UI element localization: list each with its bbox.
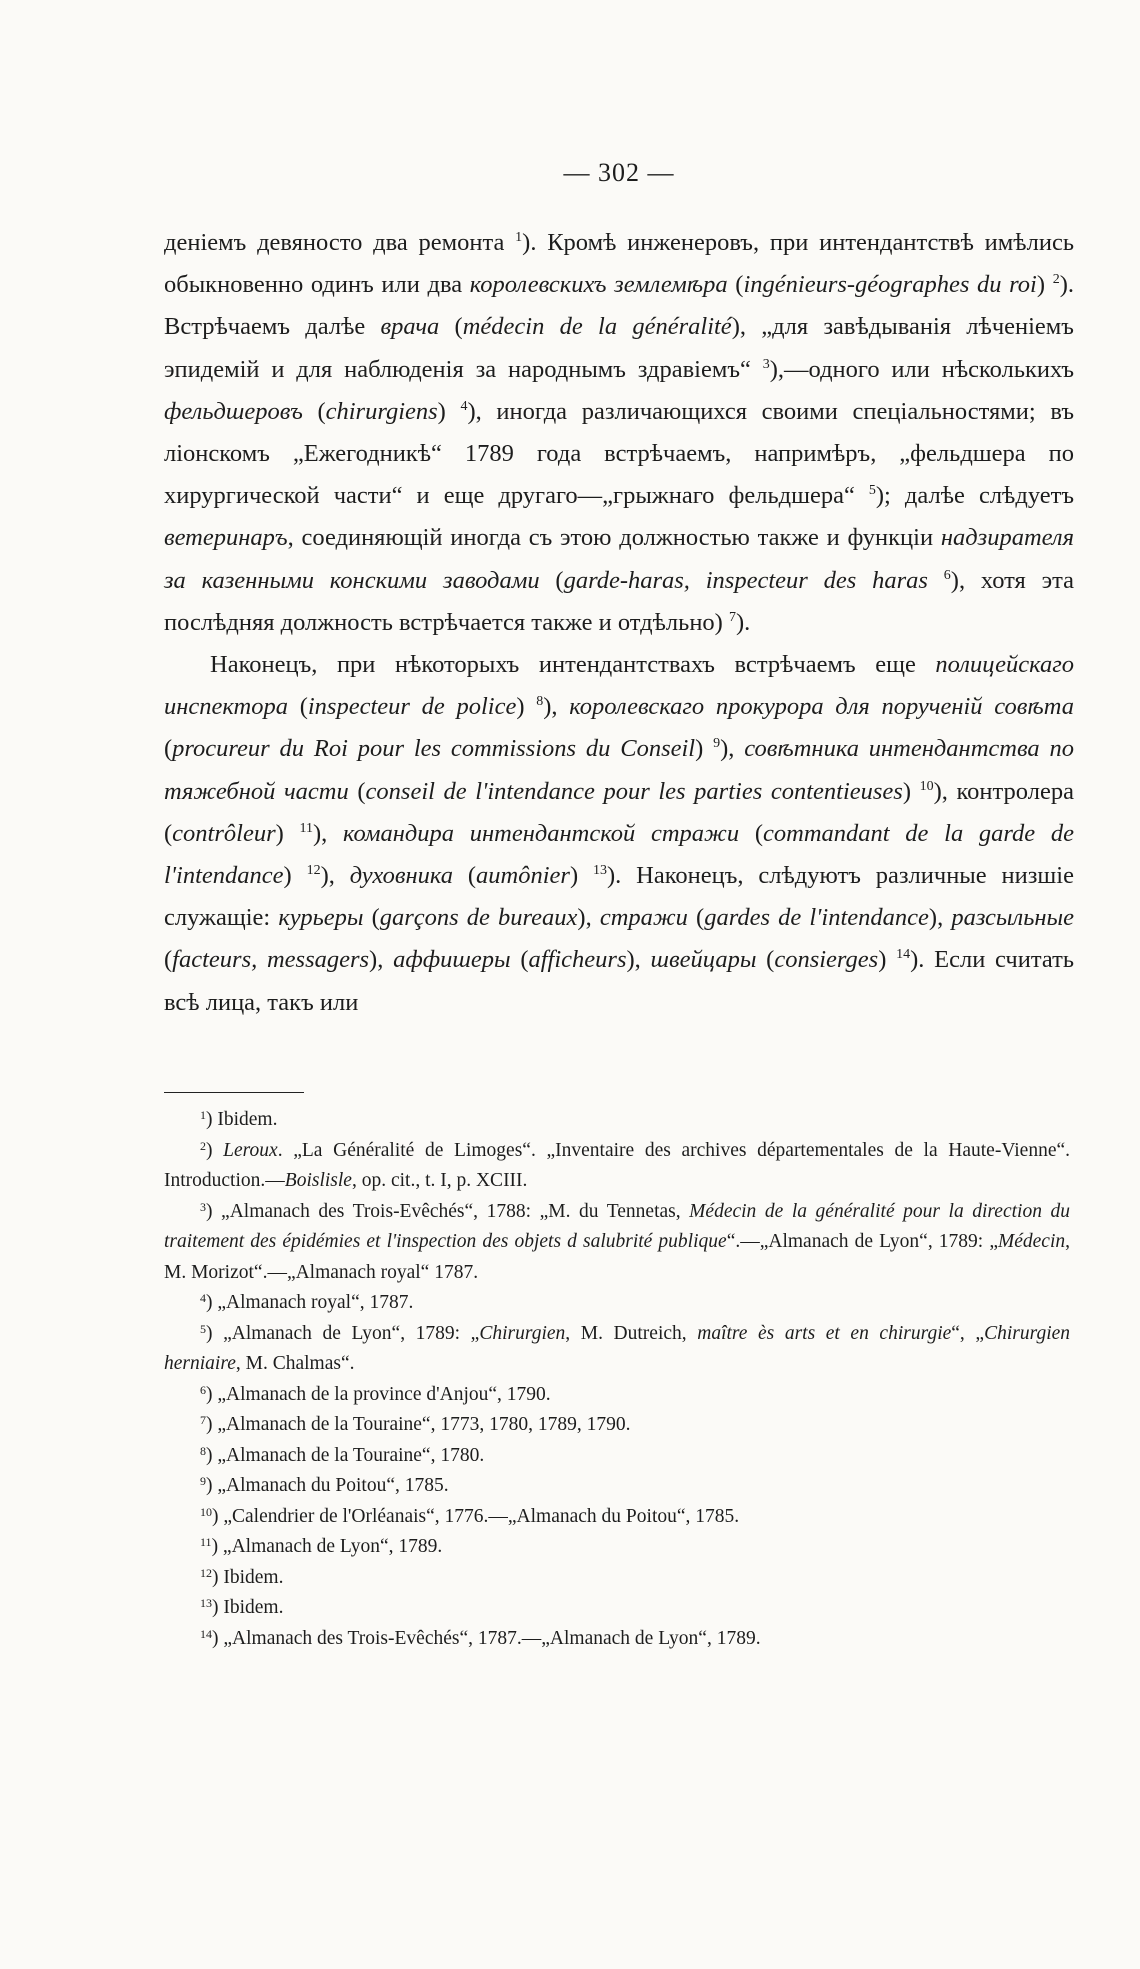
- footnote-reference: 5: [868, 483, 876, 499]
- book-page: [164, 0, 1074, 1969]
- text-run: ) „Almanach royal“, 1787.: [206, 1292, 414, 1313]
- italic-text: conseil de l'intendance pour les parties contentieuses: [365, 777, 903, 805]
- italic-text: aumônier: [476, 862, 570, 890]
- text-run: ): [569, 862, 593, 890]
- footnote-number: 12: [200, 1565, 212, 1580]
- text-run: ) Ibidem.: [212, 1566, 284, 1588]
- body-paragraph-2: [164, 644, 1074, 1024]
- text-run: (: [739, 819, 763, 847]
- italic-text: Boislisle: [284, 1170, 352, 1191]
- text-run: ). Встрѣчаемъ далѣе: [164, 271, 1074, 341]
- text-run: (: [539, 566, 564, 594]
- italic-text: Chirurgien herniaire: [164, 1322, 1071, 1374]
- footnote-6: [164, 1380, 1070, 1411]
- footnote-number: 8: [200, 1443, 206, 1458]
- text-run: ) Ibidem.: [212, 1597, 284, 1618]
- text-run: ): [902, 777, 920, 805]
- text-run: (: [439, 313, 463, 341]
- text-run: ). Кромѣ инженеровъ, при интендантствѣ имѣлись обыкновенно одинъ или два: [164, 229, 1074, 299]
- text-run: ),: [312, 819, 343, 847]
- text-run: ), иногда различающихся своими спеціальностями; въ ліонскомъ „Ежегодникѣ“ 1789 года встрѣчаемъ, напримѣръ, „фельдшера по хирургической части“ и еще другаго—„грыжнаго фельдшера“: [164, 397, 1074, 510]
- footnote-13: [164, 1593, 1070, 1624]
- text-run: ): [437, 397, 461, 425]
- text-run: ) Ibidem.: [206, 1109, 278, 1130]
- text-run: ),: [543, 693, 570, 721]
- italic-text: Médecin: [997, 1231, 1066, 1252]
- italic-text: consierges: [774, 946, 879, 974]
- footnote-number: 14: [200, 1626, 212, 1641]
- text-run: . „La Généralité de Limoges“. „Inventaire des archives départementales de la Haute-Vienne“. Introduction.—: [164, 1139, 1071, 1191]
- text-run: ): [878, 946, 897, 974]
- text-run: ) „Almanach du Poitou“, 1785.: [206, 1475, 449, 1496]
- footnote-number: 6: [200, 1382, 206, 1397]
- footnote-number: 2: [200, 1138, 206, 1153]
- text-run: (: [348, 777, 366, 805]
- italic-text: фельдшеровъ: [164, 397, 303, 425]
- text-run: (: [727, 271, 744, 299]
- text-run: ) „Calendrier de l'Orléanais“, 1776.—„Almanach du Poitou“, 1785.: [212, 1505, 740, 1527]
- italic-text: garçons de bureaux: [379, 904, 578, 932]
- italic-text: королевскихъ землемѣра: [469, 271, 728, 299]
- italic-text: врача: [380, 313, 440, 341]
- italic-text: ветеринаръ: [164, 524, 288, 552]
- text-run: (: [164, 735, 173, 763]
- text-run: (: [287, 693, 308, 721]
- footnote-9: [164, 1471, 1070, 1502]
- footnote-8: [164, 1441, 1070, 1472]
- text-run: ).: [735, 608, 751, 636]
- italic-text: commandant de la garde de l'intendance: [164, 819, 1075, 890]
- text-run: ), „для завѣдыванія лѣченіемъ эпидемій и для наблюденія за народнымъ здравіемъ“: [164, 313, 1074, 383]
- body-text: [164, 222, 1074, 1024]
- footnote-number: 5: [200, 1321, 206, 1336]
- italic-text: стражи: [599, 904, 688, 932]
- footnote-number: 1: [200, 1108, 206, 1122]
- text-run: деніемъ девяносто два ремонта: [164, 229, 516, 256]
- text-run: [928, 567, 944, 594]
- text-run: ),: [626, 946, 651, 974]
- footnote-reference: 11: [299, 820, 313, 836]
- text-run: ); далѣе слѣдуетъ: [875, 482, 1074, 510]
- footnote-number: 11: [200, 1535, 212, 1549]
- text-run: Наконецъ, при нѣкоторыхъ интендантствахъ встрѣчаемъ еще: [210, 651, 936, 679]
- italic-text: Médecin de la généralité pour la direction du traitement des épidémies et l'inspection des objets d salubrité publique: [164, 1200, 1070, 1252]
- footnote-reference: 13: [593, 863, 607, 879]
- footnote-number: 7: [200, 1413, 206, 1427]
- text-run: , M. Dutreich,: [565, 1322, 698, 1344]
- text-run: ): [516, 693, 537, 721]
- footnote-reference: 9: [713, 736, 721, 752]
- text-run: (: [510, 946, 529, 974]
- italic-text: contrôleur: [172, 819, 276, 847]
- text-run: (: [453, 862, 477, 890]
- italic-text: надзирателя за казенными конскими заводами: [164, 524, 1074, 594]
- footnote-reference: 6: [943, 567, 951, 583]
- text-run: (: [302, 397, 326, 425]
- footnote-number: 10: [200, 1504, 212, 1519]
- text-run: ) „Almanach de la Touraine“, 1780.: [206, 1444, 485, 1466]
- text-run: “.—„Almanach de Lyon“, 1789: „: [726, 1231, 998, 1252]
- footnote-14: [164, 1624, 1070, 1655]
- italic-text: Chirurgien: [479, 1322, 566, 1344]
- text-run: ),—одного или нѣсколькихъ: [769, 355, 1074, 383]
- italic-text: garde-haras, inspecteur des haras: [563, 566, 928, 594]
- text-run: (: [687, 904, 705, 932]
- footnote-reference: 7: [728, 609, 736, 625]
- text-run: , M. Chalmas“.: [235, 1353, 355, 1374]
- italic-text: afficheurs: [528, 946, 627, 974]
- text-run: ): [1036, 271, 1053, 299]
- italic-text: Leroux: [223, 1139, 278, 1161]
- text-run: ) „Almanach de Lyon“, 1789: „: [206, 1322, 480, 1344]
- italic-text: chirurgiens: [325, 397, 438, 425]
- italic-text: inspecteur de police: [307, 693, 517, 721]
- italic-text: совѣтника интендантства по тяжебной части: [164, 735, 1074, 805]
- text-run: (: [164, 946, 173, 974]
- footnote-11: [164, 1532, 1070, 1563]
- text-run: ) „Almanach de la Touraine“, 1773, 1780, 1789, 1790.: [206, 1414, 631, 1435]
- footnote-reference: 3: [762, 356, 770, 372]
- text-run: ),: [720, 735, 745, 763]
- footnote-2: [164, 1136, 1070, 1197]
- italic-text: разсыльные: [951, 904, 1074, 932]
- footnote-reference: 12: [306, 863, 321, 879]
- footnote-12: [164, 1563, 1070, 1594]
- text-run: ): [695, 735, 714, 763]
- text-run: ) „Almanach de la province d'Anjou“, 1790.: [206, 1383, 551, 1405]
- footnote-reference: 8: [536, 694, 544, 710]
- text-run: , op. cit., t. I, p. XCIII.: [351, 1170, 528, 1191]
- text-run: ), контролера (: [164, 777, 1074, 847]
- text-run: ): [283, 862, 307, 890]
- text-run: ), хотя эта послѣдняя должность встрѣчается также и отдѣльно): [164, 566, 1075, 636]
- text-run: ),: [369, 946, 394, 974]
- footnote-5: [164, 1319, 1070, 1380]
- italic-text: procureur du Roi pour les commissions du Conseil: [172, 735, 696, 763]
- italic-text: полицейскаго инспектора: [164, 651, 1074, 721]
- text-run: ). Наконецъ, слѣдуютъ различные низшіе служащіе:: [164, 862, 1074, 932]
- text-run: ). Если считать всѣ лица, такъ или: [164, 946, 1074, 1016]
- page-number: — 302 —: [563, 158, 675, 187]
- italic-text: швейцары: [650, 946, 757, 974]
- footnote-reference: 2: [1052, 272, 1060, 288]
- italic-text: gardes de l'intendance: [704, 904, 929, 932]
- text-run: ): [206, 1139, 224, 1161]
- footnote-7: [164, 1410, 1070, 1441]
- text-run: ),: [577, 904, 600, 932]
- footnote-reference: 1: [515, 230, 523, 245]
- footnote-number: 9: [200, 1474, 206, 1488]
- text-run: (: [756, 946, 775, 974]
- italic-text: ingénieurs-géographes du roi: [743, 271, 1037, 299]
- footnote-number: 13: [200, 1596, 212, 1610]
- text-run: ) „Almanach de Lyon“, 1789.: [211, 1536, 443, 1557]
- italic-text: médecin de la généralité: [462, 313, 732, 341]
- text-run: ),: [320, 862, 350, 890]
- footnote-4: [164, 1288, 1070, 1319]
- text-run: , соединяющій иногда съ этою должностью также и функціи: [287, 524, 941, 552]
- italic-text: аффишеры: [393, 946, 511, 974]
- italic-text: королевскаго прокурора для порученій совѣта: [569, 693, 1074, 721]
- footnote-reference: 10: [919, 778, 934, 794]
- text-run: ): [275, 819, 300, 847]
- italic-text: курьеры: [278, 904, 364, 932]
- footnote-10: [164, 1502, 1070, 1533]
- footnote-reference: 14: [896, 947, 911, 963]
- italic-text: духовника: [349, 862, 454, 890]
- text-run: ),: [928, 904, 952, 932]
- text-run: “, „: [951, 1322, 985, 1344]
- footnote-divider: [164, 1092, 304, 1093]
- footnote-number: 4: [200, 1291, 206, 1305]
- italic-text: командира интендантской стражи: [343, 819, 740, 847]
- footnote-3: [164, 1197, 1070, 1289]
- footnote-1: [164, 1105, 1070, 1136]
- text-run: ) „Almanach des Trois-Evêchés“, 1787.—„Almanach de Lyon“, 1789.: [212, 1627, 761, 1649]
- text-run: (: [363, 904, 380, 932]
- italic-text: facteurs, messagers: [172, 946, 370, 974]
- text-run: , M. Morizot“.—„Almanach royal“ 1787.: [164, 1231, 1070, 1283]
- italic-text: maître ès arts et en chirurgie: [697, 1322, 952, 1344]
- text-run: ) „Almanach des Trois-Evêchés“, 1788: „M. du Tennetas,: [206, 1200, 690, 1222]
- footnote-number: 3: [200, 1199, 206, 1214]
- body-paragraph-1: [164, 222, 1074, 644]
- footnotes: [164, 1105, 1070, 1654]
- footnote-reference: 4: [460, 398, 468, 414]
